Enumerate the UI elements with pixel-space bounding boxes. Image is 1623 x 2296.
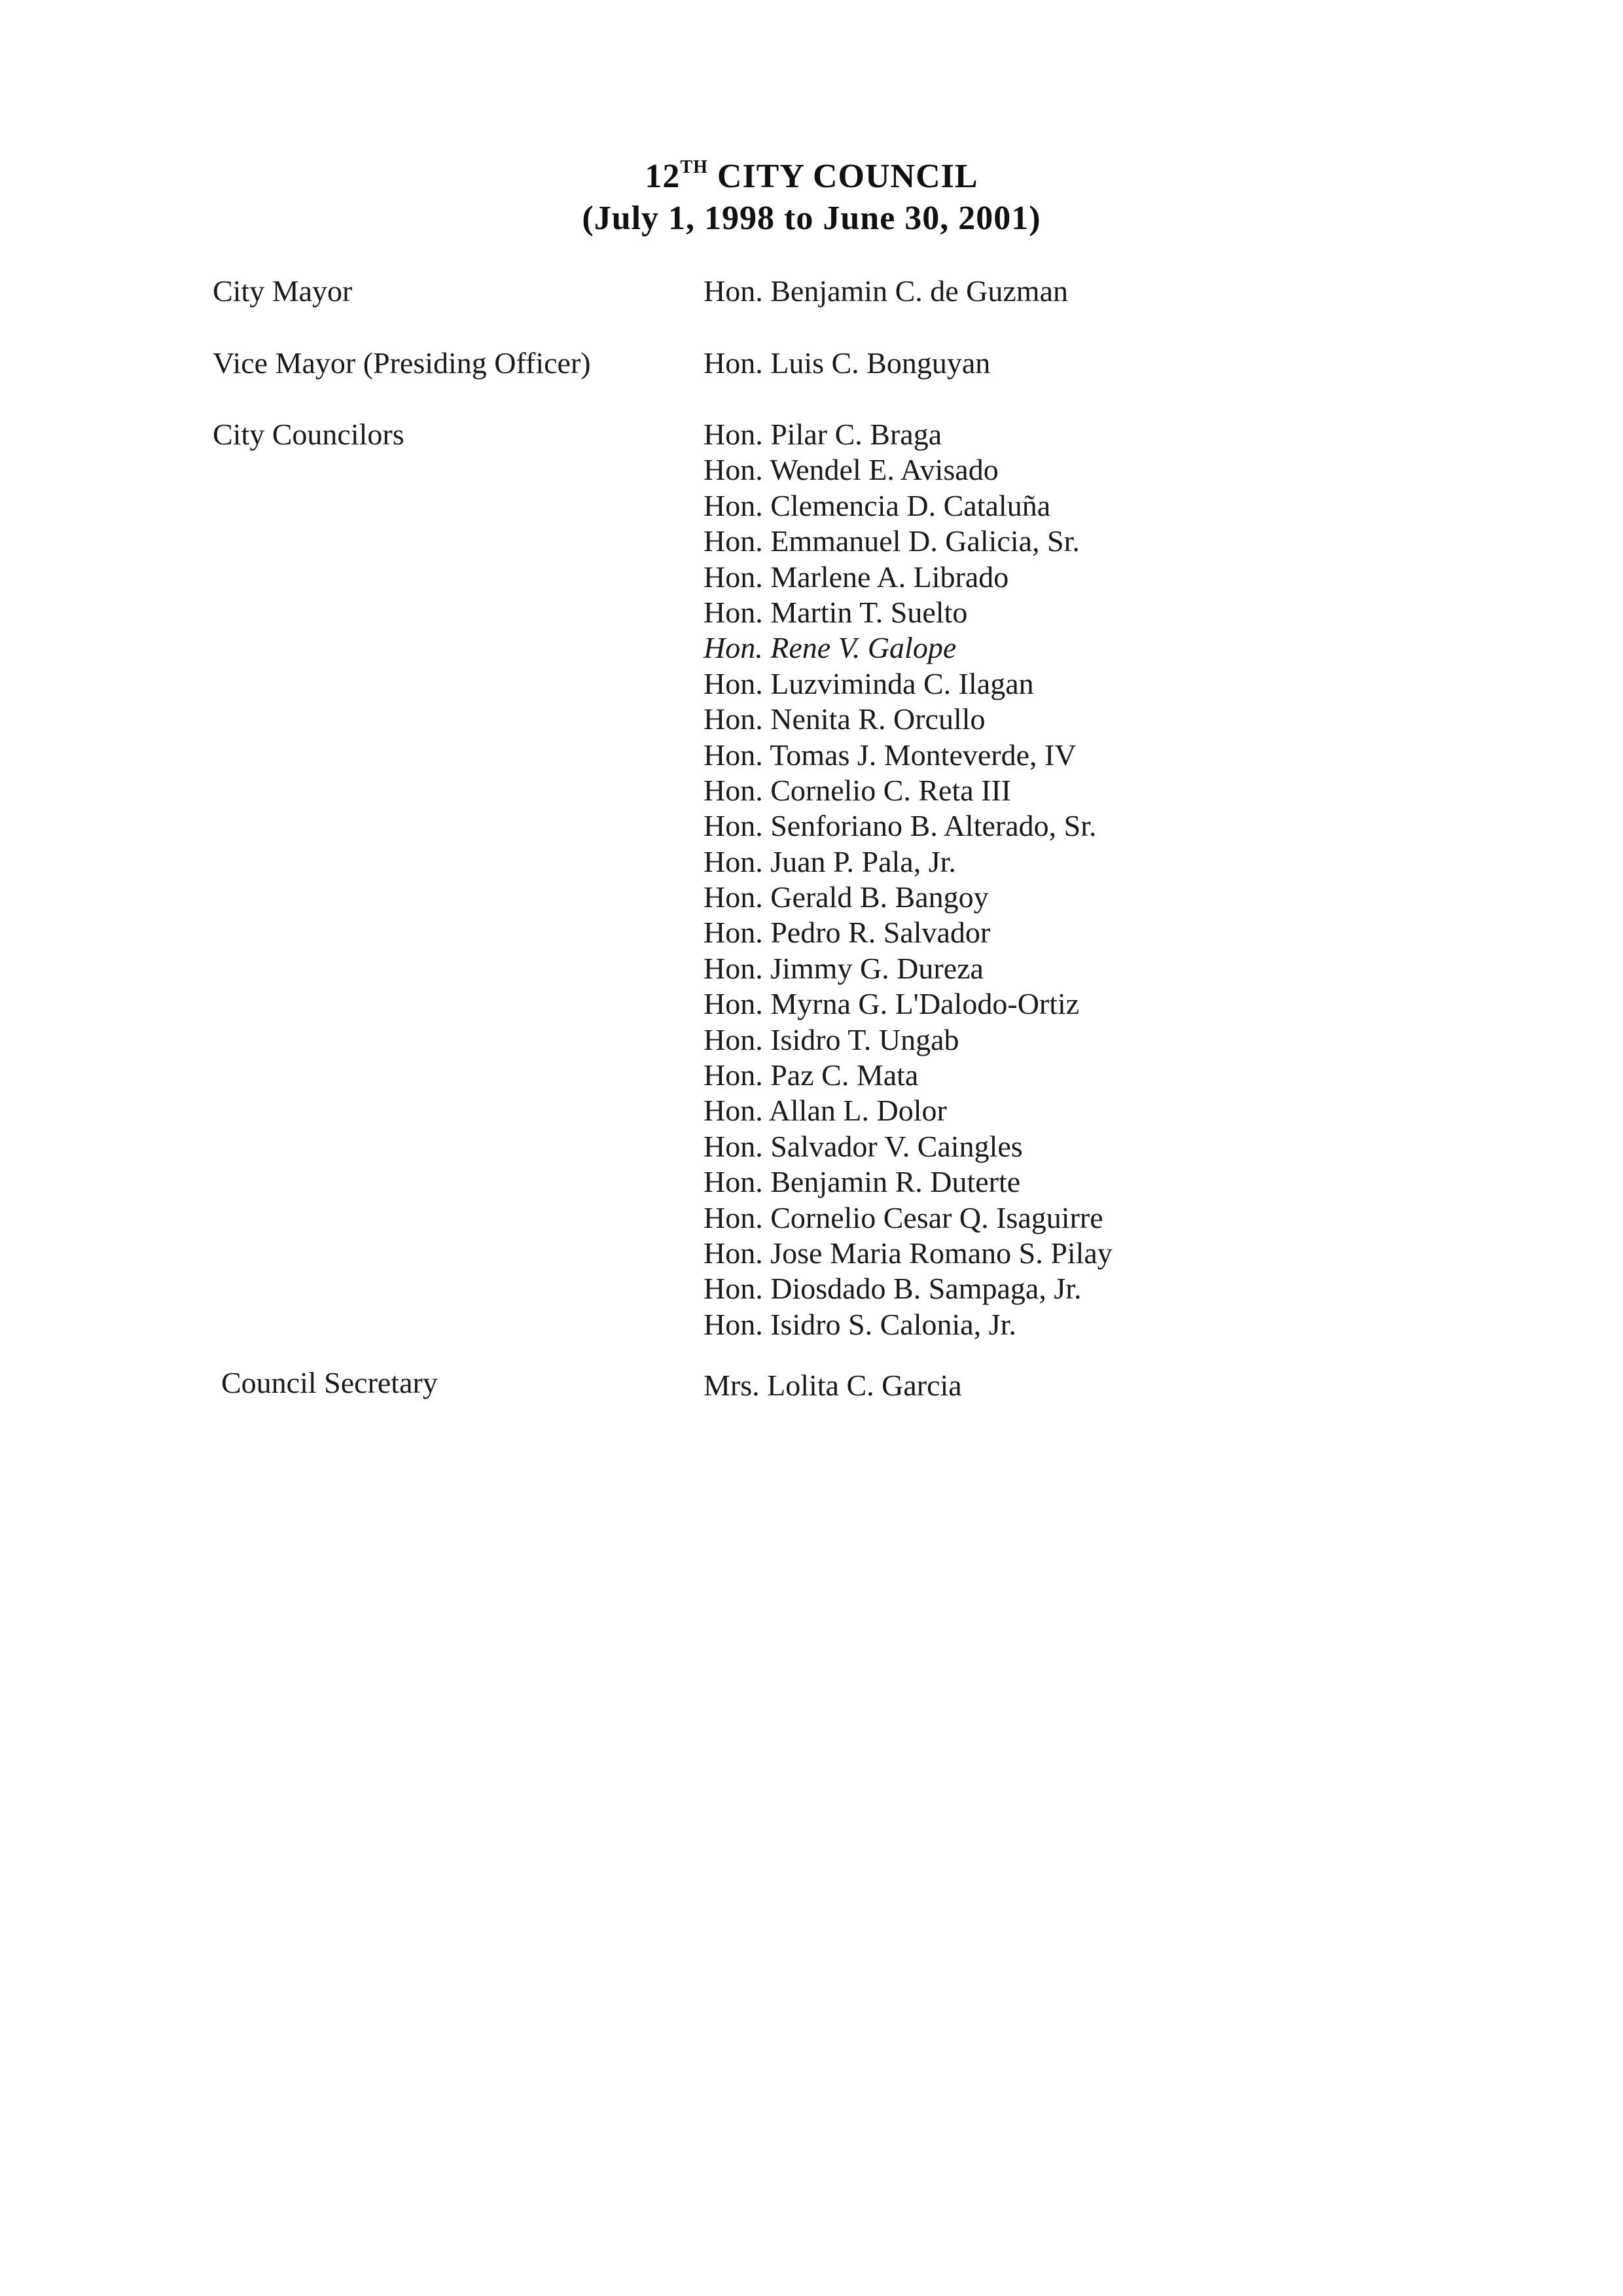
council-ordinal-number: 12 — [645, 158, 681, 195]
councilor-name: Hon. Nenita R. Orcullo — [704, 702, 986, 736]
councilor-name: Hon. Senforiano B. Alterado, Sr. — [704, 809, 1097, 843]
councilor-name: Hon. Jimmy G. Dureza — [704, 951, 984, 985]
city-mayor-label: City Mayor — [213, 274, 353, 308]
city-mayor-name: Hon. Benjamin C. de Guzman — [704, 274, 1069, 308]
council-title — [0, 156, 1623, 198]
document-title — [0, 156, 1623, 240]
councilor-name: Hon. Rene V. Galope — [704, 631, 957, 665]
councilor-name: Hon. Gerald B. Bangoy — [704, 880, 989, 914]
councilor-name: Hon. Marlene A. Librado — [704, 560, 1009, 594]
councilor-name: Hon. Benjamin R. Duterte — [704, 1165, 1021, 1199]
councilor-name: Hon. Luzviminda C. Ilagan — [704, 666, 1034, 700]
council-ordinal-suffix: TH — [680, 157, 708, 177]
councilor-name: Hon. Isidro S. Calonia, Jr. — [704, 1307, 1016, 1341]
councilor-name: Hon. Juan P. Pala, Jr. — [704, 844, 956, 878]
council-secretary-name: Mrs. Lolita C. Garcia — [704, 1369, 962, 1402]
councilor-name: Hon. Diosdado B. Sampaga, Jr. — [704, 1272, 1082, 1306]
councilor-name: Hon. Allan L. Dolor — [704, 1094, 947, 1128]
councilor-name: Hon. Pedro R. Salvador — [704, 916, 991, 950]
councilor-name: Hon. Isidro T. Ungab — [704, 1022, 959, 1056]
councilor-name: Hon. Myrna G. L'Dalodo-Ortiz — [704, 987, 1080, 1021]
city-councilors-list — [704, 417, 1113, 1342]
vice-mayor-name: Hon. Luis C. Bonguyan — [704, 346, 991, 380]
councilor-name: Hon. Cornelio Cesar Q. Isaguirre — [704, 1200, 1103, 1234]
councilor-name: Hon. Tomas J. Monteverde, IV — [704, 738, 1077, 772]
councilor-name: Hon. Jose Maria Romano S. Pilay — [704, 1236, 1113, 1270]
councilor-name: Hon. Wendel E. Avisado — [704, 453, 999, 487]
councilor-name: Hon. Salvador V. Caingles — [704, 1129, 1023, 1163]
vice-mayor-label: Vice Mayor (Presiding Officer) — [213, 346, 591, 380]
councilor-name: Hon. Martin T. Suelto — [704, 595, 968, 629]
council-title-text: CITY COUNCIL — [707, 158, 978, 195]
councilor-name: Hon. Clemencia D. Cataluña — [704, 488, 1051, 522]
council-secretary-label: Council Secretary — [221, 1366, 438, 1399]
city-councilors-label: City Councilors — [213, 418, 404, 451]
council-term-period: (July 1, 1998 to June 30, 2001) — [582, 200, 1041, 237]
councilor-name: Hon. Emmanuel D. Galicia, Sr. — [704, 524, 1080, 558]
councilor-name: Hon. Pilar C. Braga — [704, 418, 942, 451]
councilor-name: Hon. Cornelio C. Reta III — [704, 773, 1012, 807]
councilor-name: Hon. Paz C. Mata — [704, 1058, 919, 1092]
